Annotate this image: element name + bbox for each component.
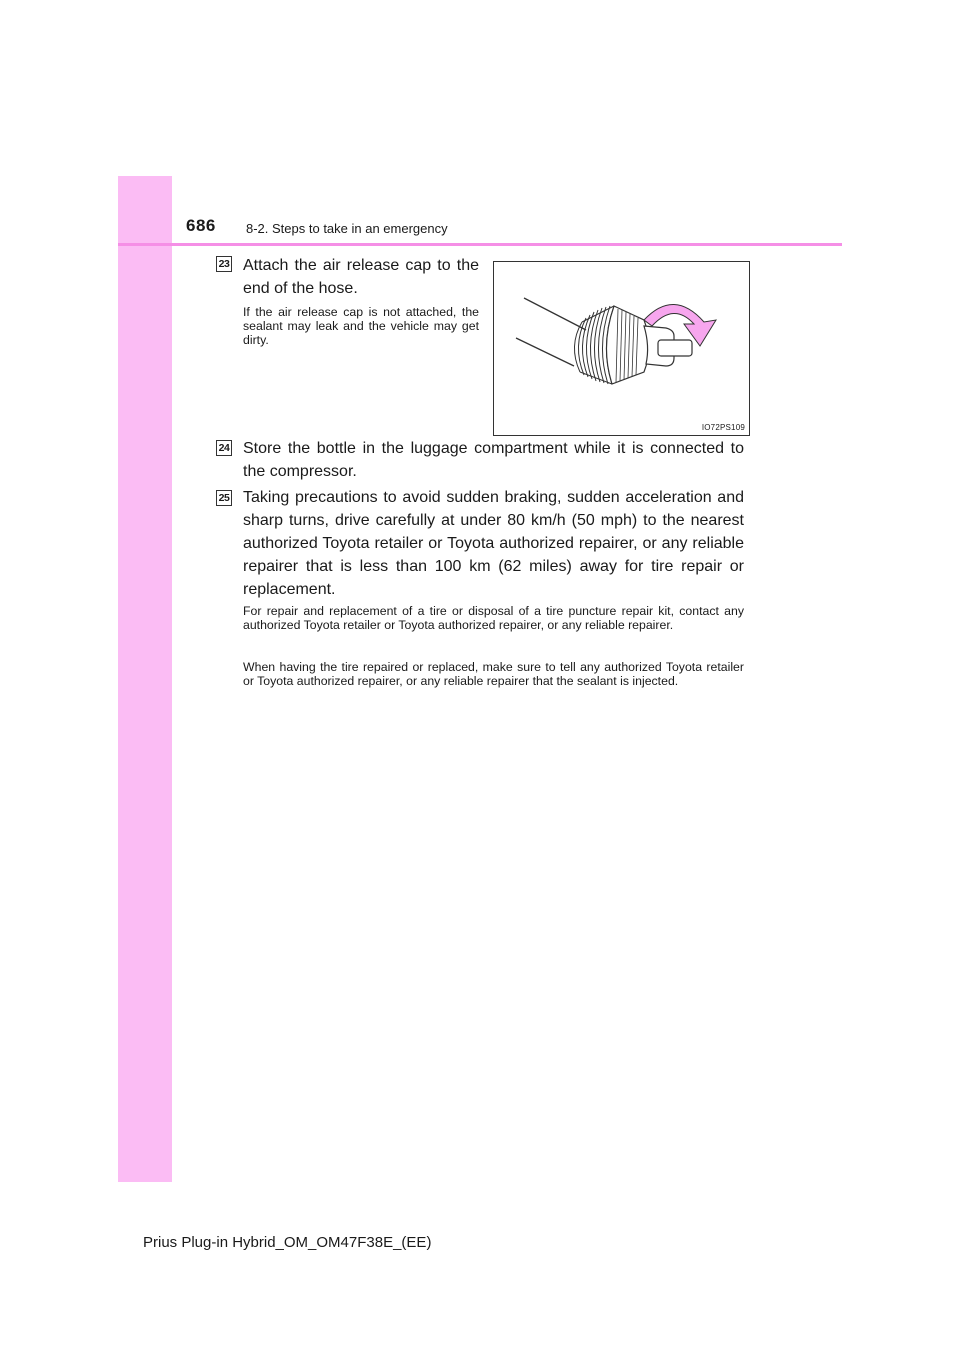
- step-note: When having the tire repaired or replaced, make sure to tell any authorized Toyota retailer or Toyota authorized repairer, or any reliable repairer that the sealant is injected.: [243, 660, 744, 688]
- footer-document-id: Prius Plug-in Hybrid_OM_OM47F38E_(EE): [143, 1234, 432, 1251]
- step-note: For repair and replacement of a tire or disposal of a tire puncture repair kit, contact any authorized Toyota retailer or Toyota authorized repairer, or any reliable repairer.: [243, 604, 744, 632]
- side-tab-band: [118, 176, 172, 1182]
- page-number: 686: [186, 216, 216, 235]
- step-number-badge: 24: [216, 440, 232, 456]
- step-note: If the air release cap is not attached, the sealant may leak and the vehicle may get dirty.: [243, 305, 479, 347]
- hose-cap-drawing: [494, 262, 749, 435]
- figure-code: IO72PS109: [701, 423, 745, 432]
- step-instruction: Taking precautions to avoid sudden braking, sudden acceleration and sharp turns, drive carefully at under 80 km/h (50 mph) to the nearest authorized Toyota retailer or Toyota authorized repairer, or any reliable repairer that is less than 100 km (62 miles) away for tire repair or replacement.: [243, 489, 744, 598]
- header-rule: [118, 243, 842, 246]
- section-title: 8-2. Steps to take in an emergency: [246, 221, 448, 236]
- step-instruction: Attach the air release cap to the end of the hose.: [243, 257, 479, 297]
- air-release-cap-illustration: [493, 261, 750, 436]
- step-instruction: Store the bottle in the luggage compartment while it is connected to the compressor.: [243, 440, 744, 480]
- step-number-badge: 23: [216, 256, 232, 272]
- step-number-badge: 25: [216, 490, 232, 506]
